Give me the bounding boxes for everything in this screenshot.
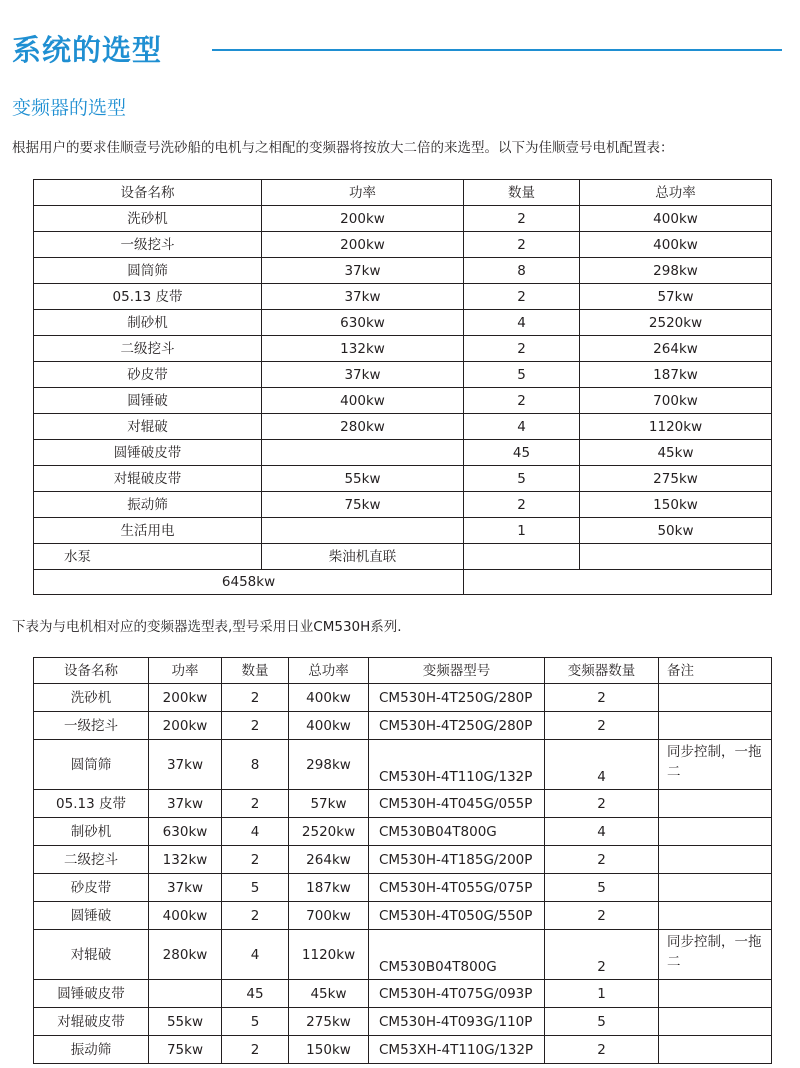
table-cell: 400kw [289,684,369,712]
remark-cell [659,1036,772,1064]
table-cell: 630kw [262,310,464,336]
table-cell: 二级挖斗 [34,336,262,362]
table-header-row [34,180,772,206]
grand-total: 6458kw [34,570,464,595]
table-cell: 275kw [580,466,772,492]
table-cell: 05.13 皮带 [34,284,262,310]
table-cell: 圆筒筛 [34,740,149,790]
remark-cell [659,980,772,1008]
table-cell: 37kw [262,362,464,388]
table-row [34,440,772,466]
table-cell: 二级挖斗 [34,846,149,874]
column-header: 变频器数量 [545,658,659,684]
table-cell: 4 [464,414,580,440]
table-row [34,790,772,818]
table-cell: 55kw [149,1008,222,1036]
inverter-model-cell: CM530H-4T075G/093P [369,980,545,1008]
table-row [34,684,772,712]
table-row [34,544,772,570]
inverter-note: 下表为与电机相对应的变频器选型表,型号采用日业CM530H系列. [12,619,402,635]
table-cell: 水泵 [34,544,262,570]
inverter-model-cell: CM53XH-4T110G/132P [369,1036,545,1064]
inverter-model-cell: CM530H-4T093G/110P [369,1008,545,1036]
table-cell: 一级挖斗 [34,232,262,258]
table-cell: 2 [545,846,659,874]
remark-cell: 同步控制，一拖二 [659,930,772,980]
table-row [34,712,772,740]
table-cell: 对辊破 [34,414,262,440]
table-cell: 630kw [149,818,222,846]
table-cell: 2 [545,1036,659,1064]
table-cell: 对辊破皮带 [34,466,262,492]
table-cell: 75kw [262,492,464,518]
table-cell: 1 [464,518,580,544]
table-row [34,206,772,232]
table-cell: 37kw [262,284,464,310]
table-cell: 275kw [289,1008,369,1036]
table-cell: 圆锤破 [34,902,149,930]
table-row [34,740,772,790]
table-cell: 298kw [289,740,369,790]
table-cell [149,980,222,1008]
table-cell: 75kw [149,1036,222,1064]
table-cell: 45 [464,440,580,466]
table-cell: 400kw [580,206,772,232]
table-cell: 400kw [289,712,369,740]
total-blank [464,570,772,595]
inverter-selection-table [33,657,772,1064]
table-cell: 45 [222,980,289,1008]
table-cell: 2 [545,902,659,930]
table-row [34,902,772,930]
table-row [34,874,772,902]
table-cell: 50kw [580,518,772,544]
table-row [34,258,772,284]
table-row [34,1008,772,1036]
title-rule [212,49,782,51]
table-cell: 2 [545,712,659,740]
table-cell: 2520kw [289,818,369,846]
table-cell: 45kw [289,980,369,1008]
table-cell: 280kw [262,414,464,440]
table-cell [464,544,580,570]
table-cell: 4 [545,740,659,790]
inverter-model-cell: CM530B04T800G [369,930,545,980]
total-row [34,570,772,595]
table-cell: 5 [222,874,289,902]
inverter-model-cell: CM530H-4T110G/132P [369,740,545,790]
column-header: 设备名称 [34,658,149,684]
table-cell: 2 [222,790,289,818]
table-cell: 700kw [580,388,772,414]
table-cell: 400kw [149,902,222,930]
table-cell: 对辊破 [34,930,149,980]
table-cell: 4 [222,930,289,980]
table-cell: 圆锤破皮带 [34,440,262,466]
table-cell: 700kw [289,902,369,930]
table-cell: 45kw [580,440,772,466]
table-cell: 2 [222,712,289,740]
table-cell: 2 [464,284,580,310]
table-cell: 37kw [149,790,222,818]
column-header: 数量 [464,180,580,206]
table-cell: 8 [222,740,289,790]
table-cell: 200kw [262,232,464,258]
table-cell: 2 [464,336,580,362]
table-row [34,336,772,362]
motor-config-table [33,179,772,595]
table-cell: 2 [545,790,659,818]
remark-cell [659,902,772,930]
table-header-row [34,658,772,684]
table-cell: 制砂机 [34,310,262,336]
table-cell: 2 [222,684,289,712]
table-cell: 制砂机 [34,818,149,846]
remark-cell [659,818,772,846]
inverter-model-cell: CM530H-4T185G/200P [369,846,545,874]
table-cell: 5 [222,1008,289,1036]
table-row [34,414,772,440]
table-cell: 圆锤破皮带 [34,980,149,1008]
table-row [34,388,772,414]
table-cell: 05.13 皮带 [34,790,149,818]
table-cell: 圆锤破 [34,388,262,414]
section-subtitle: 变频器的选型 [12,97,127,119]
column-header: 备注 [659,658,772,684]
table-cell: 一级挖斗 [34,712,149,740]
table-cell: 5 [545,1008,659,1036]
table-cell: 2 [222,902,289,930]
table-cell: 298kw [580,258,772,284]
table-cell: 洗砂机 [34,684,149,712]
table-cell: 132kw [262,336,464,362]
column-header: 总功率 [580,180,772,206]
table-cell: 4 [222,818,289,846]
table-cell: 1 [545,980,659,1008]
table-cell: 1120kw [580,414,772,440]
table-row [34,930,772,980]
table-cell: 150kw [580,492,772,518]
remark-cell [659,684,772,712]
table-cell: 187kw [289,874,369,902]
table-row [34,980,772,1008]
table-cell: 57kw [580,284,772,310]
table-cell: 264kw [580,336,772,362]
inverter-model-cell: CM530H-4T050G/550P [369,902,545,930]
remark-cell [659,712,772,740]
table-cell: 400kw [262,388,464,414]
inverter-model-cell: CM530H-4T250G/280P [369,712,545,740]
table-cell: 振动筛 [34,492,262,518]
table-cell: 2520kw [580,310,772,336]
table-cell: 2 [464,492,580,518]
column-header: 数量 [222,658,289,684]
table-cell: 2 [545,684,659,712]
table-cell: 2 [222,1036,289,1064]
table-cell: 280kw [149,930,222,980]
intro-paragraph: 根据用户的要求佳顺壹号洗砂船的电机与之相配的变频器将按放大二倍的来选型。以下为佳顺壹号电机配置表： [12,140,674,156]
remark-cell [659,846,772,874]
table-cell: 圆筒筛 [34,258,262,284]
table-cell: 200kw [149,712,222,740]
table-row [34,818,772,846]
table-cell: 37kw [262,258,464,284]
table-cell: 砂皮带 [34,874,149,902]
table-cell: 4 [464,310,580,336]
column-header: 功率 [262,180,464,206]
table-row [34,492,772,518]
table-cell: 2 [545,930,659,980]
remark-cell [659,874,772,902]
table-cell: 37kw [149,740,222,790]
table-cell: 1120kw [289,930,369,980]
column-header: 变频器型号 [369,658,545,684]
table-cell: 2 [464,232,580,258]
table-cell [580,544,772,570]
column-header: 设备名称 [34,180,262,206]
table-cell: 4 [545,818,659,846]
table-row [34,466,772,492]
table-cell: 5 [464,362,580,388]
section-header [12,28,782,68]
table-cell [262,518,464,544]
table-row [34,362,772,388]
table-cell: 柴油机直联 [262,544,464,570]
table-cell: 2 [464,206,580,232]
table-cell: 洗砂机 [34,206,262,232]
table-row [34,846,772,874]
table-cell: 振动筛 [34,1036,149,1064]
table-row [34,518,772,544]
table-cell: 5 [464,466,580,492]
inverter-model-cell: CM530H-4T055G/075P [369,874,545,902]
remark-cell [659,790,772,818]
column-header: 功率 [149,658,222,684]
table-cell: 5 [545,874,659,902]
page-title: 系统的选型 [12,33,163,67]
remark-cell [659,1008,772,1036]
table-cell: 400kw [580,232,772,258]
table-cell: 150kw [289,1036,369,1064]
table-cell: 生活用电 [34,518,262,544]
table-cell: 200kw [149,684,222,712]
table-cell: 对辊破皮带 [34,1008,149,1036]
table-cell: 2 [222,846,289,874]
table-cell: 砂皮带 [34,362,262,388]
inverter-model-cell: CM530H-4T045G/055P [369,790,545,818]
table-cell: 132kw [149,846,222,874]
table-cell: 200kw [262,206,464,232]
table-cell [262,440,464,466]
table-row [34,310,772,336]
inverter-model-cell: CM530B04T800G [369,818,545,846]
table-cell: 187kw [580,362,772,388]
table-cell: 57kw [289,790,369,818]
remark-cell: 同步控制，一拖二 [659,740,772,790]
table-cell: 8 [464,258,580,284]
table-cell: 2 [464,388,580,414]
table-row [34,284,772,310]
table-cell: 55kw [262,466,464,492]
table-cell: 264kw [289,846,369,874]
table-row [34,1036,772,1064]
column-header: 总功率 [289,658,369,684]
table-row [34,232,772,258]
table-cell: 37kw [149,874,222,902]
inverter-model-cell: CM530H-4T250G/280P [369,684,545,712]
